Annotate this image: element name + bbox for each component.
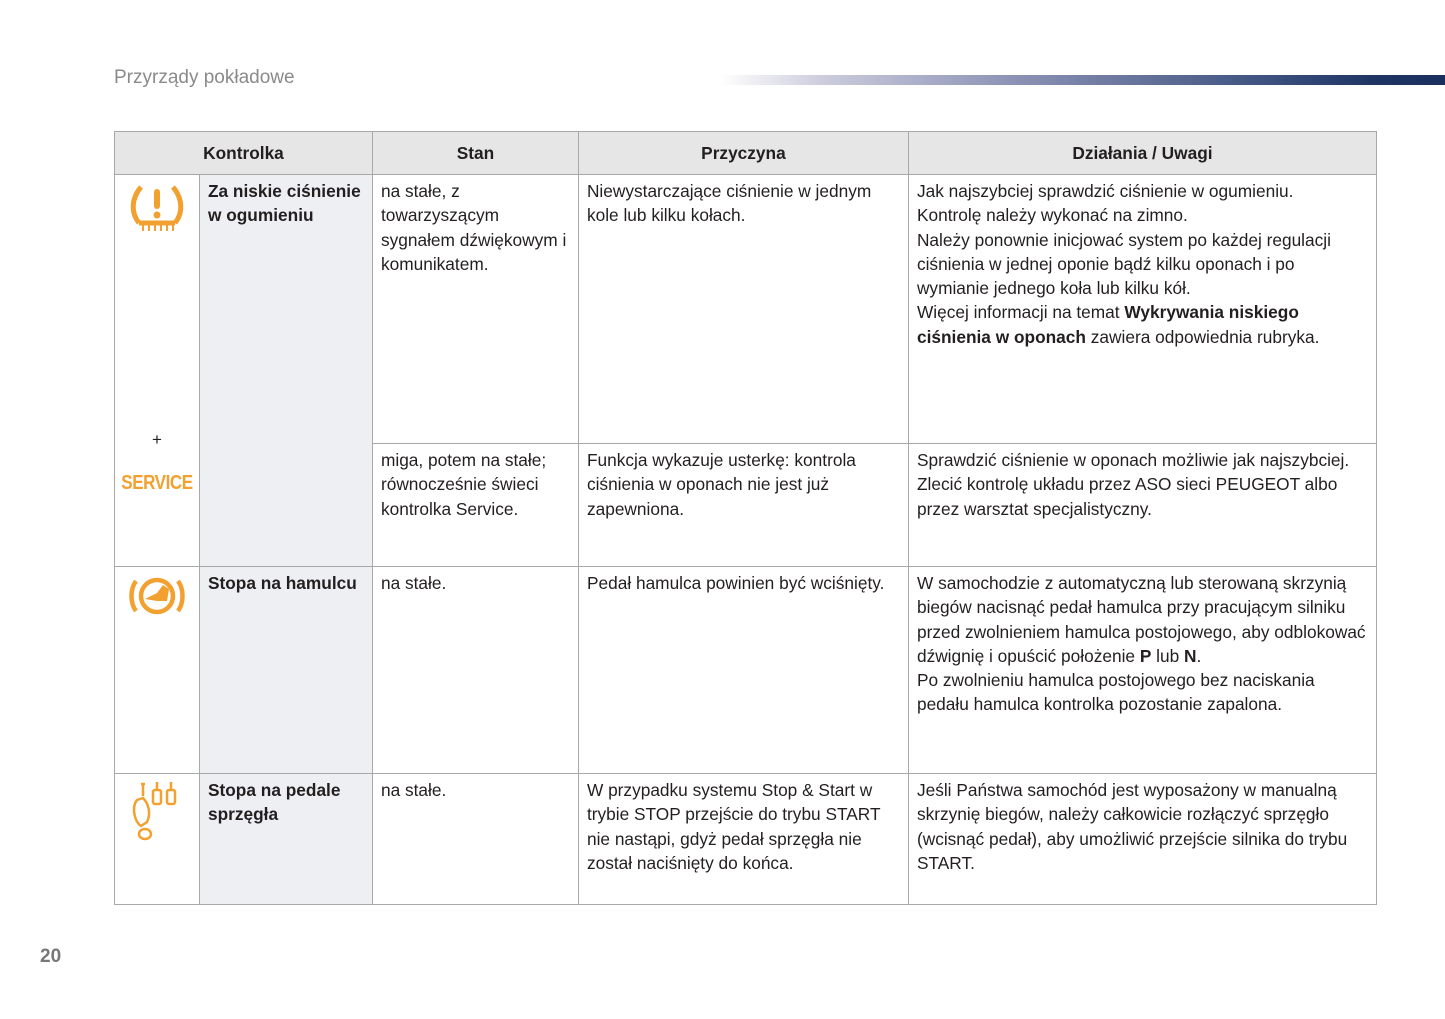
table-header-row bbox=[115, 132, 1377, 175]
text-line: Należy ponownie inicjować system po każdej regulacji ciśnienia w jednej oponie bądź kilku oponach i po wymianie jednego koła lub kilku kół. bbox=[916, 229, 1331, 299]
warning-lights-table bbox=[114, 131, 1377, 905]
dzialania-cell: Jeśli Państwa samochód jest wyposażony w manualną skrzynię biegów, należy całkowicie rozłączyć sprzęgło (wcisnąć pedał), aby umożliwić przejście silnika do trybu START. bbox=[908, 774, 1376, 905]
table-row bbox=[115, 175, 1377, 444]
column-header: Kontrolka bbox=[115, 132, 373, 175]
column-header: Przyczyna bbox=[578, 132, 908, 175]
table-row bbox=[115, 567, 1377, 774]
stan-cell: na stałe. bbox=[372, 567, 578, 774]
column-header: Stan bbox=[372, 132, 578, 175]
column-header: Działania / Uwagi bbox=[908, 132, 1376, 175]
cross-reference: Wykrywania niskiego ciśnienia w oponach bbox=[916, 302, 1299, 347]
text-line: Zlecić kontrolę układu przez ASO sieci PEUGEOT albo przez warsztat specjalistyczny. bbox=[916, 474, 1338, 519]
foot-on-clutch-icon bbox=[127, 778, 187, 844]
stan-cell: miga, potem na stałe; równocześnie świeci kontrolka Service. bbox=[372, 444, 578, 567]
przyczyna-cell: W przypadku systemu Stop & Start w trybie STOP przejście do trybu START nie nastąpi, gdyż pedał sprzęgła nie został naciśnięty do końca. bbox=[578, 774, 908, 905]
text-line: W samochodzie z automatyczną lub sterowaną skrzynią biegów nacisnąć pedał hamulca przy pracującym silniku przed zwolnieniem hamulca postojowego, aby odblokować dźwignię i opuścić położenie P lub N. bbox=[916, 573, 1366, 666]
przyczyna-cell: Pedał hamulca powinien być wciśnięty. bbox=[578, 567, 908, 774]
plus-sign: + bbox=[152, 430, 162, 450]
icon-cell bbox=[115, 774, 200, 905]
warning-label: Stopa na pedale sprzęgła bbox=[199, 774, 372, 905]
section-title: Przyrządy pokładowe bbox=[114, 67, 295, 88]
dzialania-cell bbox=[908, 444, 1376, 567]
text-line: Więcej informacji na temat Wykrywania niskiego ciśnienia w oponach zawiera odpowiednia rubryka. bbox=[916, 302, 1320, 347]
icon-cell bbox=[115, 567, 200, 774]
warning-label: Stopa na hamulcu bbox=[199, 567, 372, 774]
dzialania-cell bbox=[908, 567, 1376, 774]
przyczyna-cell: Niewystarczające ciśnienie w jednym kole lub kilku kołach. bbox=[578, 175, 908, 444]
text-line: Kontrolę należy wykonać na zimno. bbox=[916, 205, 1188, 226]
przyczyna-cell: Funkcja wykazuje usterkę: kontrola ciśnienia w oponach nie jest już zapewniona. bbox=[578, 444, 908, 567]
text-line: Sprawdzić ciśnienie w oponach możliwie jak najszybciej. bbox=[916, 450, 1350, 470]
service-warning-icon: SERVICE bbox=[121, 471, 193, 494]
table-row bbox=[115, 774, 1377, 905]
stan-cell: na stałe, z towarzyszącym sygnałem dźwiękowym i komunikatem. bbox=[372, 175, 578, 444]
warning-label: Za niskie ciśnienie w ogumieniu bbox=[199, 175, 372, 567]
icon-cell bbox=[115, 175, 200, 567]
tyre-pressure-warning-icon bbox=[127, 179, 187, 239]
text-line: Jak najszybciej sprawdzić ciśnienie w ogumieniu. bbox=[916, 181, 1294, 201]
page-number: 20 bbox=[40, 946, 62, 967]
text-line: Po zwolnieniu hamulca postojowego bez naciskania pedału hamulca kontrolka pozostanie zapalona. bbox=[916, 670, 1315, 715]
foot-on-brake-icon bbox=[127, 571, 187, 621]
header-gradient-bar bbox=[720, 75, 1445, 85]
dzialania-cell bbox=[908, 175, 1376, 444]
stan-cell: na stałe. bbox=[372, 774, 578, 905]
